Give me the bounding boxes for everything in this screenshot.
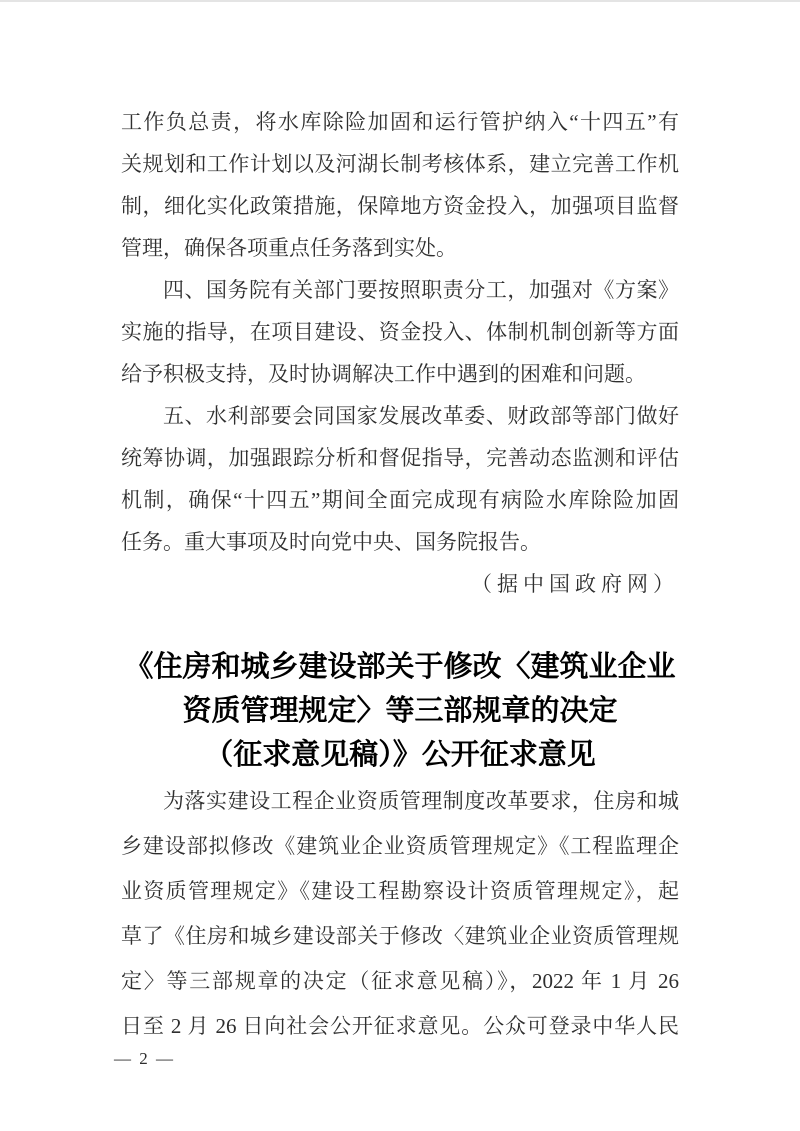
article2-body [121,779,679,1049]
paragraph [121,101,679,269]
body-line: 为落实建设工程企业资质管理制度改革要求，住房和城 [163,789,679,813]
scan-edge-artifact [0,0,800,2]
paragraph [121,395,679,563]
page-content [121,101,679,1049]
body-line: 定〉等三部规章的决定（征求意见稿）》，2022 年 1 月 26 [121,969,679,993]
body-line: 乡建设部拟修改《建筑业企业资质管理规定》《工程监理企 [121,834,679,858]
body-line: 统筹协调，加强跟踪分析和督促指导，完善动态监测和评估 [121,446,679,470]
body-line: 给予积极支持，及时协调解决工作中遇到的困难和问题。 [121,362,646,386]
body-line: 业资质管理规定》《建设工程勘察设计资质管理规定》，起 [121,879,679,903]
article1-body [121,101,679,605]
page-number: — 2 — [114,1049,175,1068]
body-line: 管理，确保各项重点任务落到实处。 [121,236,457,260]
source-attribution: （据中国政府网） [471,572,679,596]
title-line: 资质管理规定〉等三部规章的决定 [182,695,618,727]
article2-title [121,645,679,777]
body-line: 实施的指导，在项目建设、资金投入、体制机制创新等方面 [121,320,679,344]
body-line: 关规划和工作计划以及河湖长制考核体系，建立完善工作机 [121,152,679,176]
body-line: 工作负总责，将水库除险加固和运行管护纳入“十四五”有 [121,110,679,134]
body-line: 任务。重大事项及时向党中央、国务院报告。 [121,530,541,554]
title-line: （征求意见稿）》公开征求意见 [204,739,596,771]
body-line: 制，细化实化政策措施，保障地方资金投入，加强项目监督 [121,194,679,218]
body-line: 五、水利部要会同国家发展改革委、财政部等部门做好 [163,404,679,428]
body-line: 机制，确保“十四五”期间全面完成现有病险水库除险加固 [121,488,679,512]
body-line: 四、国务院有关部门要按照职责分工，加强对《方案》 [163,278,679,302]
title-line: 《住房和城乡建设部关于修改〈建筑业企业 [124,651,676,683]
body-line: 草了《住房和城乡建设部关于修改〈建筑业企业资质管理规 [121,924,679,948]
paragraph [121,779,679,1049]
body-line: 日至 2 月 26 日向社会公开征求意见。公众可登录中华人民 [121,1014,679,1038]
paragraph [121,269,679,395]
